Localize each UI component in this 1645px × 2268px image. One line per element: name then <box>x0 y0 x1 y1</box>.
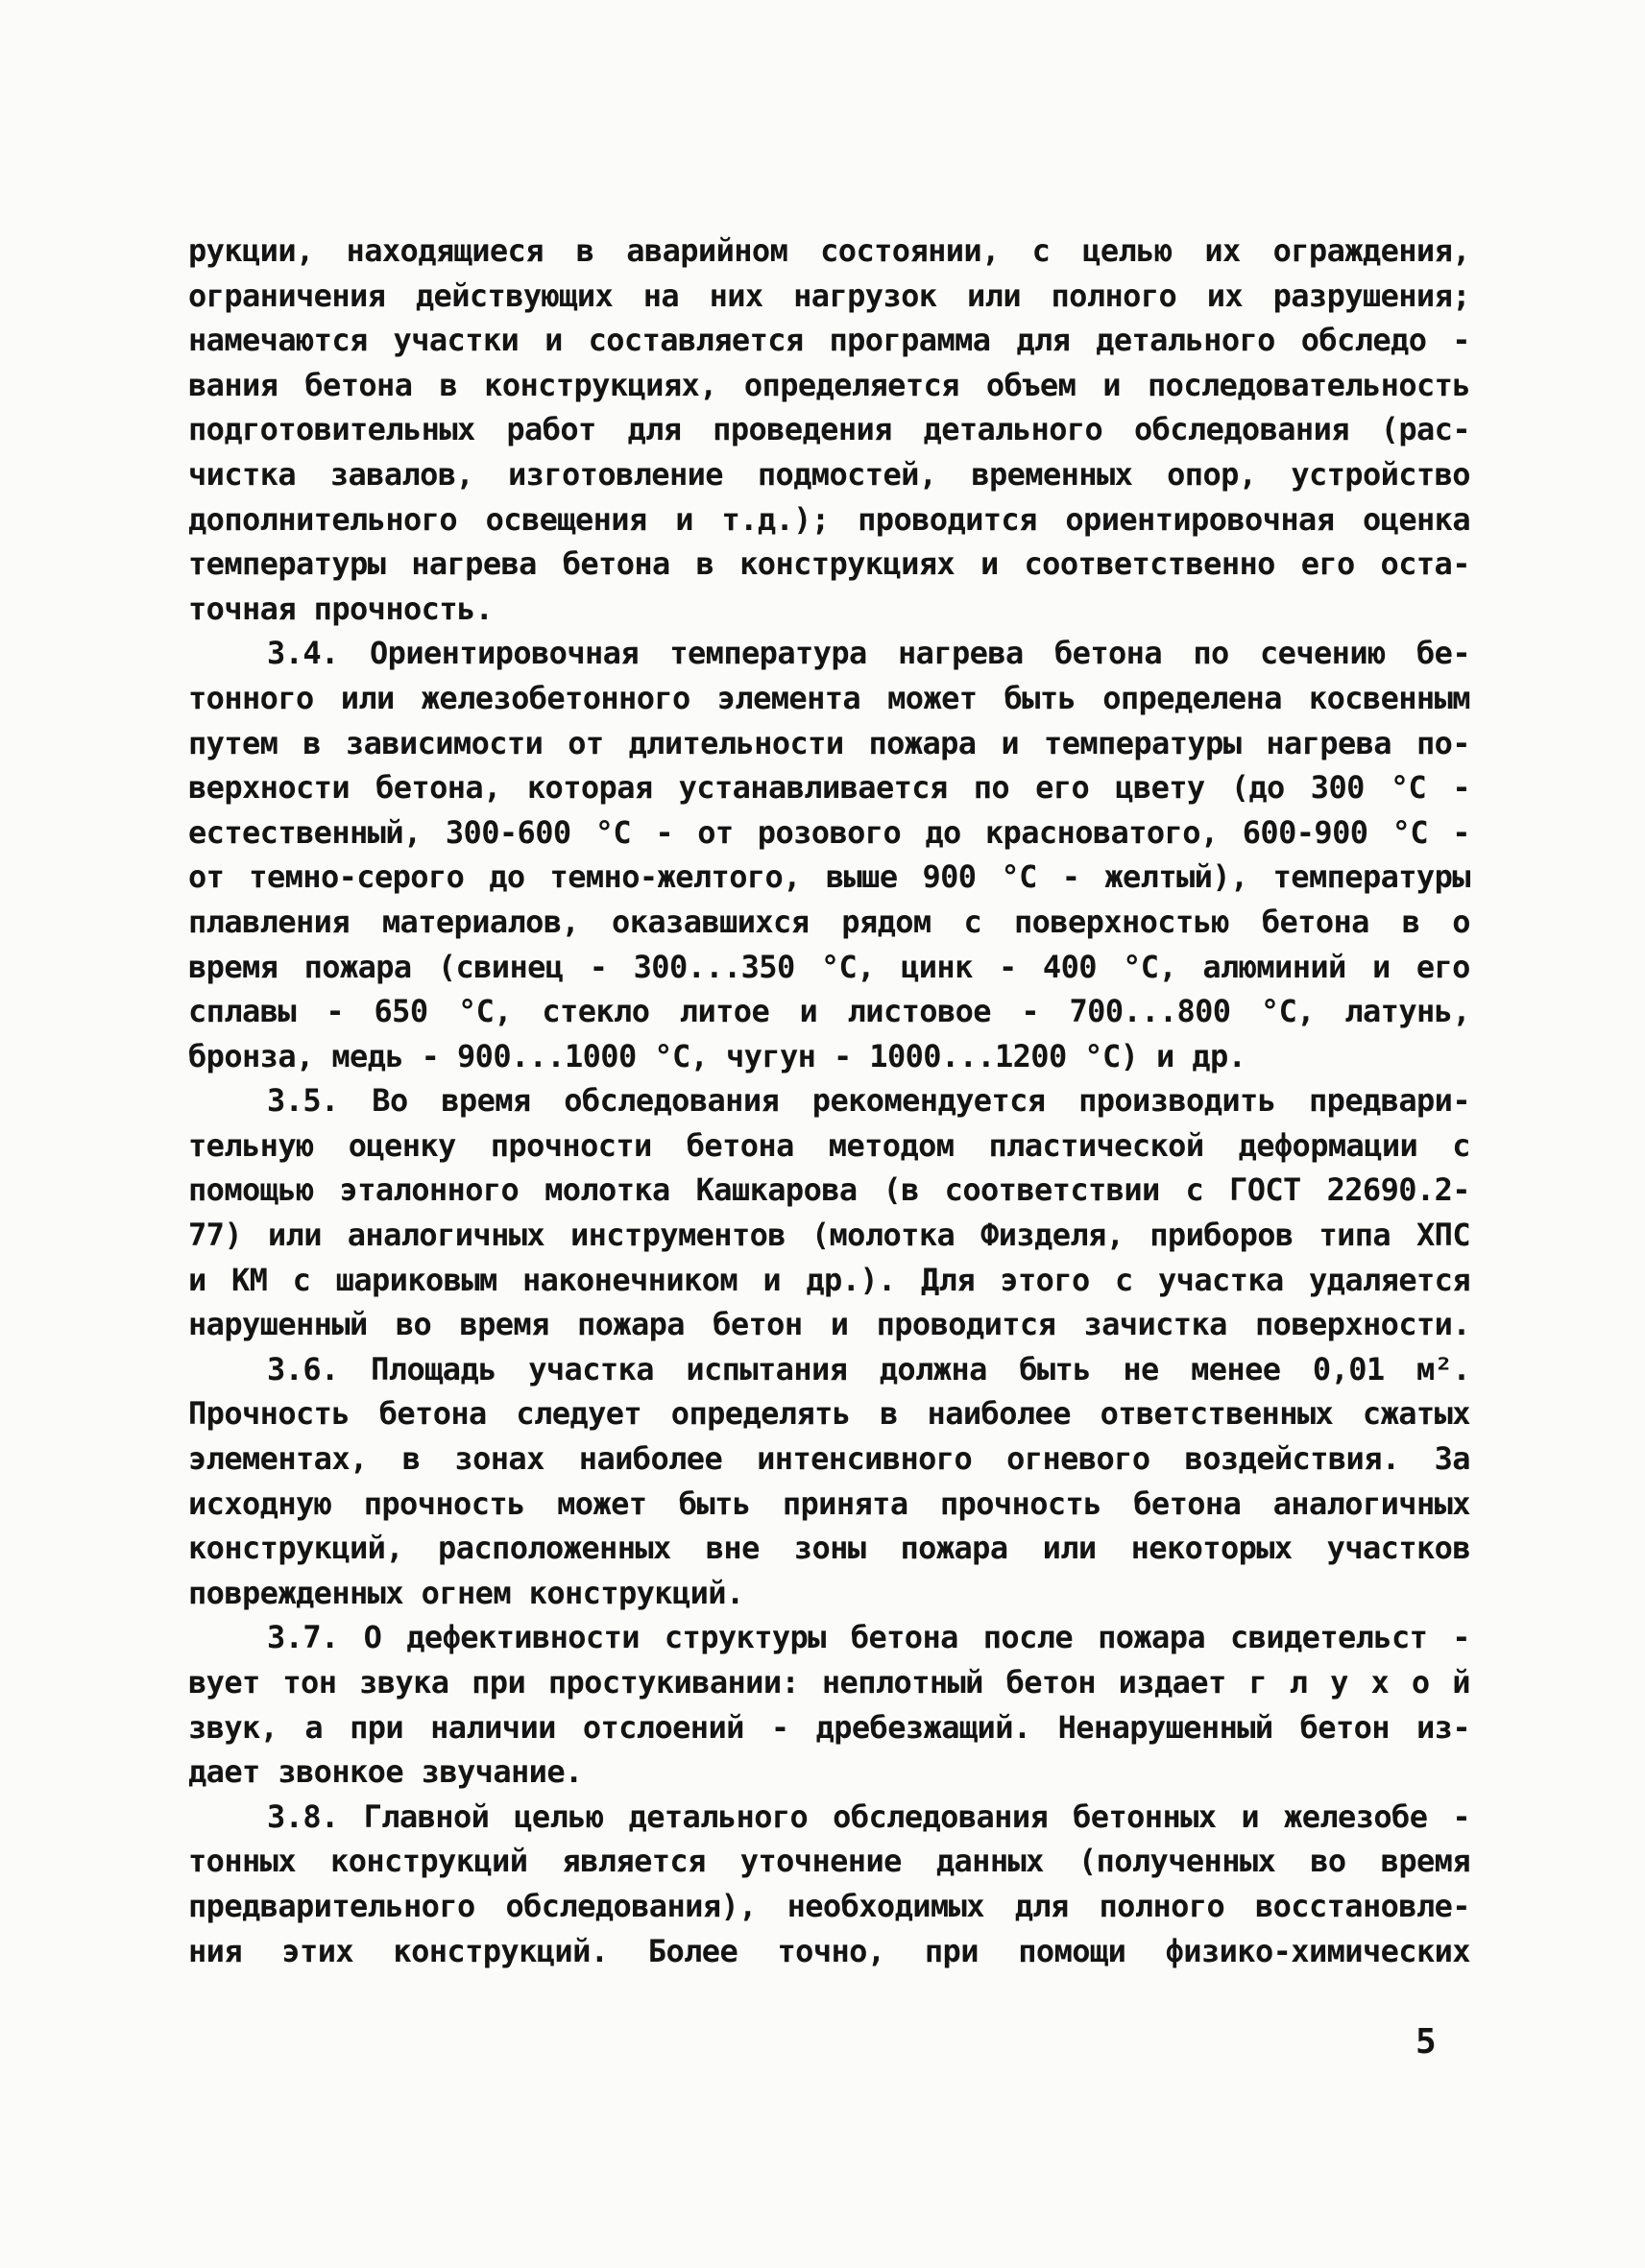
page-number: 5 <box>1415 2022 1437 2062</box>
text-line: вует тон звука при простукивании: неплотный бетон издает г л у х о й <box>188 1664 1470 1701</box>
text-line: сплавы - 650 °С, стекло литое и листовое - 700...800 °С, латунь, <box>188 993 1470 1030</box>
text-line: верхности бетона, которая устанавливается по его цвету (до 300 °С - <box>188 769 1470 807</box>
text-line: 3.7. О дефективности структуры бетона после пожара свидетельст - <box>267 1619 1470 1656</box>
text-line: бронза, медь - 900...1000 °С, чугун - 1000...1200 °С) и др. <box>188 1037 1246 1074</box>
text-line: естественный, 300-600 °С - от розового до красноватого, 600-900 °С - <box>188 813 1470 851</box>
text-line: дает звонкое звучание. <box>188 1753 583 1791</box>
text-line: температуры нагрева бетона в конструкциях и соответственно его оста- <box>188 545 1470 583</box>
text-line: рукции, находящиеся в аварийном состоянии, с целью их ограждения, <box>188 232 1470 269</box>
text-line: от темно-серого до темно-желтого, выше 900 °С - желтый), температуры <box>188 858 1470 896</box>
text-line: звук, а при наличии отслоений - дребезжащий. Ненарушенный бетон из- <box>188 1708 1470 1746</box>
text-line: исходную прочность может быть принята прочность бетона аналогичных <box>188 1484 1470 1522</box>
text-line: 3.5. Во время обследования рекомендуется производить предвари- <box>267 1082 1470 1120</box>
text-line: 3.8. Главной целью детального обследования бетонных и железобе - <box>267 1798 1470 1835</box>
text-line: 3.4. Ориентировочная температура нагрева бетона по сечению бе- <box>267 635 1470 672</box>
text-line: плавления материалов, оказавшихся рядом с поверхностью бетона в о <box>188 903 1470 940</box>
text-line: 3.6. Площадь участка испытания должна быть не менее 0,01 м². <box>267 1350 1470 1387</box>
text-line: подготовительных работ для проведения детального обследования (рас- <box>188 411 1470 448</box>
text-line: 77) или аналогичных инструментов (молотка Физделя, приборов типа ХПС <box>188 1217 1470 1254</box>
body-text <box>188 229 1470 1973</box>
text-line: дополнительного освещения и т.д.); проводится ориентировочная оценка <box>188 500 1470 538</box>
text-line: элементах, в зонах наиболее интенсивного огневого воздействия. За <box>188 1440 1470 1478</box>
text-line: ограничения действующих на них нагрузок или полного их разрушения; <box>188 277 1470 314</box>
text-line: тонных конструкций является уточнение данных (полученных во время <box>188 1843 1470 1880</box>
text-line: путем в зависимости от длительности пожара и температуры нагрева по- <box>188 724 1470 761</box>
text-line: и КМ с шариковым наконечником и др.). Для этого с участка удаляется <box>188 1261 1470 1298</box>
text-line: тельную оценку прочности бетона методом пластической деформации с <box>188 1126 1470 1164</box>
text-line: поврежденных огнем конструкций. <box>188 1574 744 1611</box>
text-line: конструкций, расположенных вне зоны пожара или некоторых участков <box>188 1530 1470 1567</box>
text-line: предварительного обследования), необходимых для полного восстановле- <box>188 1887 1470 1924</box>
text-line: намечаются участки и составляется программа для детального обследо - <box>188 322 1470 359</box>
text-line: тонного или железобетонного элемента может быть определена косвенным <box>188 679 1470 716</box>
text-line: вания бетона в конструкциях, определяется объем и последовательность <box>188 366 1470 403</box>
text-line: время пожара (свинец - 300...350 °С, цинк - 400 °С, алюминий и его <box>188 948 1470 985</box>
text-line: чистка завалов, изготовление подмостей, временных опор, устройство <box>188 455 1470 493</box>
text-line: помощью эталонного молотка Кашкарова (в соответствии с ГОСТ 22690.2- <box>188 1171 1470 1209</box>
text-line: ния этих конструкций. Более точно, при помощи физико-химических <box>188 1932 1470 1969</box>
text-line: Прочность бетона следует определять в наиболее ответственных сжатых <box>188 1395 1470 1433</box>
text-line: точная прочность. <box>188 590 494 627</box>
text-line: нарушенный во время пожара бетон и проводится зачистка поверхности. <box>188 1306 1470 1343</box>
